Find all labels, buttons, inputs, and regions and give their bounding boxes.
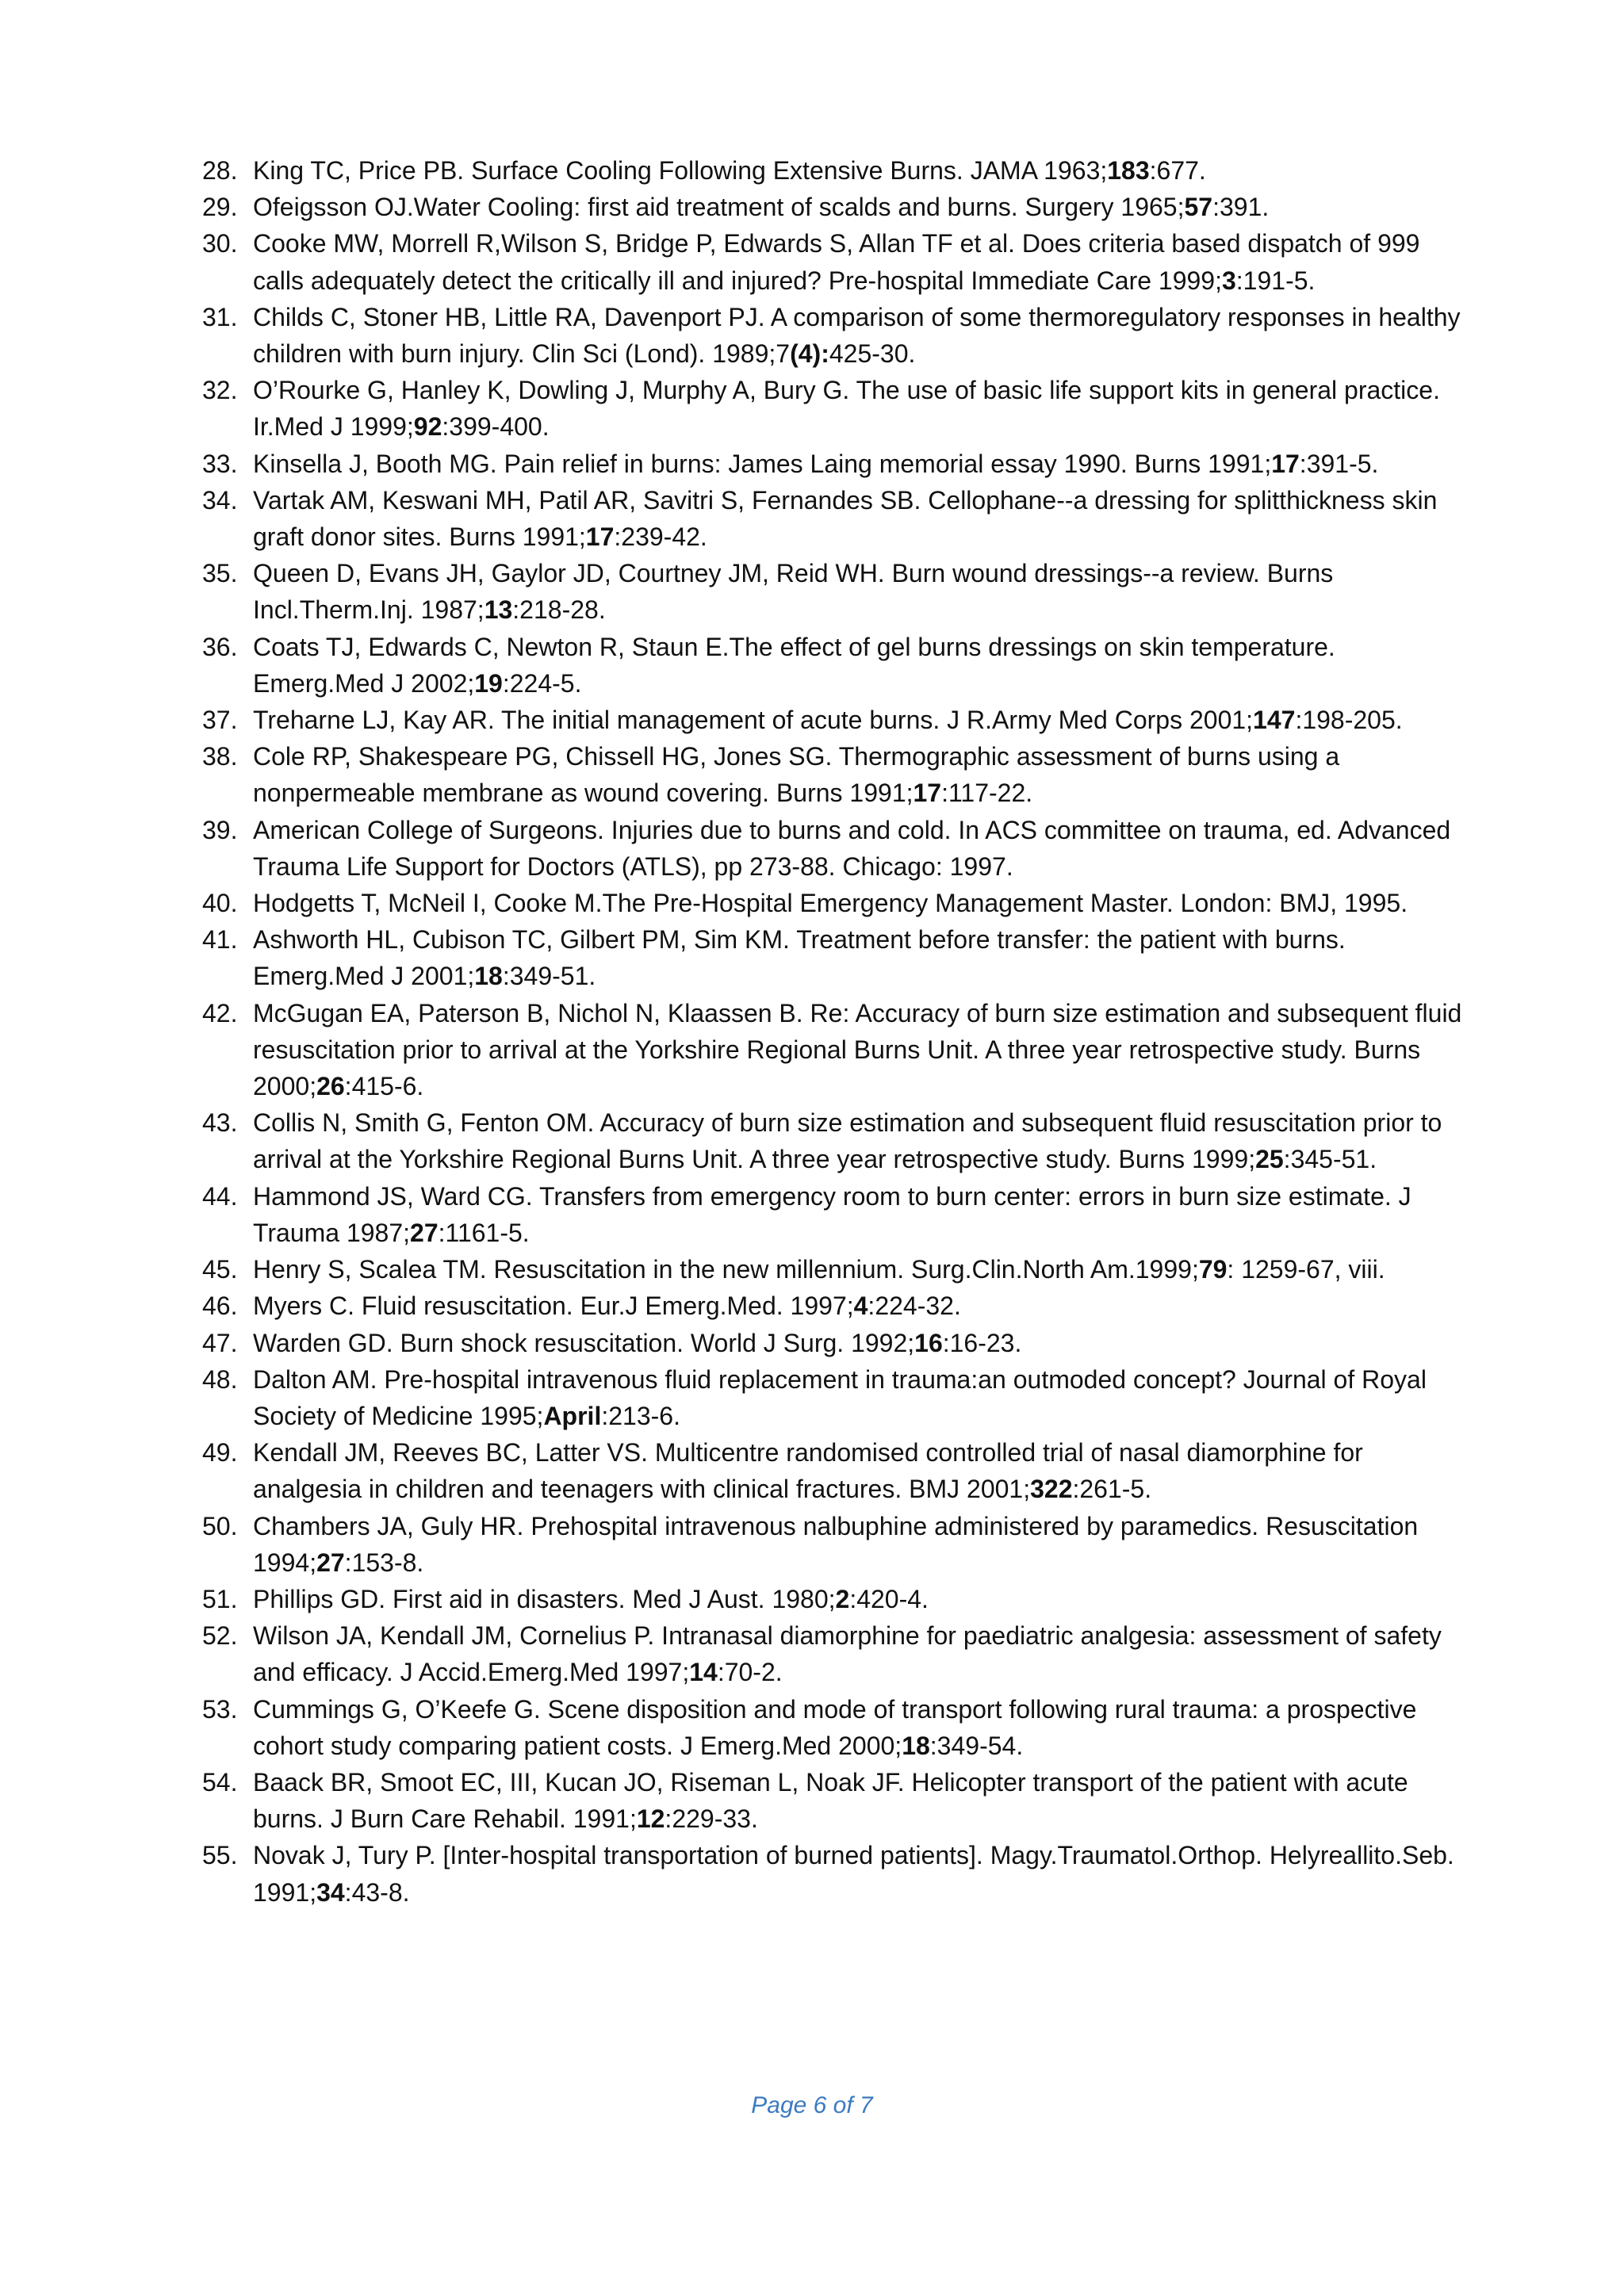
reference-volume: 183	[1107, 156, 1150, 185]
reference-volume: 57	[1184, 193, 1213, 222]
reference-volume: 14	[689, 1658, 718, 1687]
reference-text	[253, 450, 1378, 478]
reference-number: 44.	[202, 1181, 238, 1211]
reference-item	[202, 555, 1471, 628]
reference-citation: Novak J, Tury P. [Inter-hospital transportation of burned patients]. Magy.Traumatol.Orthop. Helyreallito.Seb. 1991;	[253, 1841, 1454, 1907]
reference-volume: 16	[914, 1328, 943, 1357]
reference-pages: :399-400.	[442, 412, 550, 442]
reference-volume: 27	[410, 1218, 439, 1247]
reference-number: 33.	[202, 449, 238, 478]
reference-item	[202, 1251, 1471, 1288]
reference-volume: 17	[585, 522, 615, 552]
reference-number: 53.	[202, 1694, 238, 1724]
reference-pages: :198-205.	[1295, 706, 1403, 735]
reference-item	[202, 1288, 1471, 1324]
reference-number: 37.	[202, 706, 238, 735]
reference-number: 35.	[202, 559, 238, 588]
reference-number: 51.	[202, 1584, 238, 1613]
reference-citation: Phillips GD. First aid in disasters. Med J Aust. 1980;	[253, 1584, 836, 1613]
reference-item	[202, 629, 1471, 702]
reference-volume: 17	[913, 779, 942, 808]
reference-volume: 26	[316, 1072, 345, 1101]
reference-number: 41.	[202, 925, 238, 955]
reference-citation: Queen D, Evans JH, Gaylor JD, Courtney JM, Reid WH. Burn wound dressings--a review. Burns Incl.Therm.Inj. 1987;	[253, 559, 1334, 625]
reference-item	[202, 1325, 1471, 1361]
reference-number: 55.	[202, 1841, 238, 1870]
reference-citation: American College of Surgeons. Injuries due to burns and cold. In ACS committee on trauma, ed. Advanced Trauma Life Support for Doctors (ATLS), pp 273-88. Chicago: 1997.	[253, 815, 1451, 881]
reference-text	[253, 1292, 961, 1320]
reference-item	[202, 995, 1471, 1105]
reference-number: 50.	[202, 1511, 238, 1540]
reference-text	[253, 742, 1339, 807]
reference-pages: 425-30.	[829, 339, 916, 369]
reference-text	[253, 1621, 1442, 1686]
reference-text	[253, 1108, 1442, 1173]
reference-pages: :43-8.	[344, 1877, 410, 1907]
reference-pages: :117-22.	[941, 779, 1033, 808]
reference-number: 31.	[202, 302, 238, 331]
reference-number: 39.	[202, 815, 238, 844]
reference-number: 49.	[202, 1438, 238, 1468]
reference-pages: :349-51.	[502, 962, 596, 991]
reference-volume: 322	[1030, 1475, 1073, 1504]
reference-volume: 13	[484, 595, 513, 625]
reference-text	[253, 1585, 929, 1613]
reference-item	[202, 1104, 1471, 1177]
reference-citation: Collis N, Smith G, Fenton OM. Accuracy of burn size estimation and subsequent fluid resuscitation prior to arrival at the Yorkshire Regional Burns Unit. A three year retrospective study. Burns 1999;	[253, 1108, 1442, 1174]
reference-citation: Henry S, Scalea TM. Resuscitation in the new millennium. Surg.Clin.North Am.1999;	[253, 1255, 1199, 1284]
reference-text	[253, 816, 1450, 881]
reference-item	[202, 1691, 1471, 1764]
reference-citation: Hammond JS, Ward CG. Transfers from emergency room to burn center: errors in burn size estimate. J Trauma 1987;	[253, 1181, 1411, 1247]
reference-item	[202, 1178, 1471, 1251]
reference-pages: :391-5.	[1299, 449, 1379, 478]
reference-citation: Cummings G, O’Keefe G. Scene disposition and mode of transport following rural trauma: a prospective cohort study comparing patient costs. J Emerg.Med 2000;	[253, 1694, 1417, 1760]
reference-text	[253, 376, 1440, 441]
reference-pages: :415-6.	[344, 1072, 424, 1101]
reference-item	[202, 189, 1471, 225]
reference-item	[202, 1837, 1471, 1910]
reference-text	[253, 1512, 1418, 1577]
reference-number: 45.	[202, 1255, 238, 1284]
reference-citation: Warden GD. Burn shock resuscitation. World J Surg. 1992;	[253, 1328, 915, 1357]
reference-text	[253, 706, 1403, 734]
reference-volume: 19	[474, 668, 503, 698]
reference-citation: Kinsella J, Booth MG. Pain relief in burns: James Laing memorial essay 1990. Burns 1991;	[253, 449, 1272, 478]
reference-text	[253, 1768, 1408, 1833]
reference-citation: Hodgetts T, McNeil I, Cooke M.The Pre-Hospital Emergency Management Master. London: BMJ, 1995.	[253, 889, 1408, 918]
reference-pages: :218-28.	[512, 595, 606, 625]
reference-number: 52.	[202, 1621, 238, 1651]
reference-number: 34.	[202, 485, 238, 515]
reference-list	[202, 152, 1471, 1911]
reference-volume: 25	[1255, 1145, 1284, 1174]
reference-volume: 147	[1253, 706, 1296, 735]
reference-pages: :261-5.	[1072, 1475, 1152, 1504]
reference-number: 46.	[202, 1292, 238, 1321]
reference-text	[253, 999, 1461, 1100]
reference-pages: :391.	[1212, 193, 1270, 222]
reference-pages: : 1259-67, viii.	[1227, 1255, 1385, 1284]
reference-item	[202, 1617, 1471, 1690]
reference-citation: Cooke MW, Morrell R,Wilson S, Bridge P, Edwards S, Allan TF et al. Does criteria based dispatch of 999 calls adequately detect the critically ill and injured? Pre-hospital Immediate Care 1999;	[253, 229, 1420, 295]
reference-citation: Ofeigsson OJ.Water Cooling: first aid treatment of scalds and burns. Surgery 1965;	[253, 193, 1185, 222]
reference-volume: 18	[474, 962, 503, 991]
reference-pages: :213-6.	[601, 1401, 680, 1430]
reference-citation: Coats TJ, Edwards C, Newton R, Staun E.The effect of gel burns dressings on skin temperature. Emerg.Med J 2002;	[253, 632, 1335, 698]
reference-volume: 2	[835, 1584, 850, 1613]
reference-pages: :239-42.	[614, 522, 707, 552]
reference-number: 32.	[202, 376, 238, 405]
reference-number: 36.	[202, 632, 238, 661]
reference-volume: 92	[413, 412, 442, 442]
reference-citation: Childs C, Stoner HB, Little RA, Davenport PJ. A comparison of some thermoregulatory responses in healthy children with burn injury. Clin Sci (Lond). 1989;7	[253, 302, 1461, 369]
reference-pages: :70-2.	[717, 1658, 783, 1687]
reference-volume: 3	[1221, 266, 1236, 295]
reference-item	[202, 152, 1471, 189]
reference-text	[253, 1255, 1385, 1284]
reference-item	[202, 446, 1471, 482]
reference-volume: 18	[902, 1731, 930, 1760]
reference-text	[253, 229, 1419, 294]
reference-text	[253, 559, 1333, 624]
reference-text	[253, 1182, 1411, 1247]
reference-citation: Wilson JA, Kendall JM, Cornelius P. Intranasal diamorphine for paediatric analgesia: assessment of safety and efficacy. J Accid.Emerg.Med 1997;	[253, 1621, 1442, 1687]
reference-text	[253, 193, 1269, 221]
reference-citation: Cole RP, Shakespeare PG, Chissell HG, Jones SG. Thermographic assessment of burns using a nonpermeable membrane as wound covering. Burns 1991;	[253, 742, 1340, 808]
reference-pages: :420-4.	[849, 1584, 929, 1613]
reference-pages: :345-51.	[1283, 1145, 1377, 1174]
reference-text	[253, 303, 1461, 368]
reference-volume: 17	[1271, 449, 1300, 478]
reference-text	[253, 486, 1437, 551]
reference-citation: O’Rourke G, Hanley K, Dowling J, Murphy A, Bury G. The use of basic life support kits in general practice. Ir.Med J 1999;	[253, 376, 1440, 442]
reference-item	[202, 702, 1471, 738]
reference-text	[253, 1841, 1454, 1906]
reference-item	[202, 1581, 1471, 1617]
reference-volume: 12	[636, 1804, 665, 1834]
reference-text	[253, 889, 1408, 917]
reference-text	[253, 1329, 1021, 1357]
reference-pages: :229-33.	[665, 1804, 758, 1834]
reference-number: 40.	[202, 889, 238, 918]
reference-citation: King TC, Price PB. Surface Cooling Following Extensive Burns. JAMA 1963;	[253, 156, 1108, 185]
reference-number: 29.	[202, 193, 238, 222]
reference-item	[202, 738, 1471, 811]
reference-item	[202, 1764, 1471, 1837]
reference-text	[253, 156, 1206, 185]
reference-item	[202, 885, 1471, 921]
reference-pages: :191-5.	[1235, 266, 1316, 295]
reference-citation: McGugan EA, Paterson B, Nichol N, Klaassen B. Re: Accuracy of burn size estimation and subsequent fluid resuscitation prior to arrival at the Yorkshire Regional Burns Unit. A three year retrospective study. Burns 2000;	[253, 998, 1462, 1101]
reference-text	[253, 1438, 1363, 1503]
reference-text	[253, 633, 1335, 698]
reference-item	[202, 1361, 1471, 1434]
reference-number: 30.	[202, 229, 238, 258]
reference-item	[202, 299, 1471, 372]
reference-pages: :153-8.	[344, 1548, 424, 1577]
reference-citation: Treharne LJ, Kay AR. The initial management of acute burns. J R.Army Med Corps 2001;	[253, 706, 1254, 735]
reference-text	[253, 1695, 1416, 1760]
reference-citation: Dalton AM. Pre-hospital intravenous fluid replacement in trauma:an outmoded concept? Journal of Royal Society of Medicine 1995;	[253, 1364, 1427, 1430]
reference-citation: Chambers JA, Guly HR. Prehospital intravenous nalbuphine administered by paramedics. Resuscitation 1994;	[253, 1511, 1419, 1577]
reference-number: 48.	[202, 1364, 238, 1394]
reference-citation: Kendall JM, Reeves BC, Latter VS. Multicentre randomised controlled trial of nasal diamorphine for analgesia in children and teenagers with clinical fractures. BMJ 2001;	[253, 1438, 1363, 1504]
reference-pages: :16-23.	[942, 1328, 1022, 1357]
reference-pages: :349-54.	[929, 1731, 1024, 1760]
reference-citation: Vartak AM, Keswani MH, Patil AR, Savitri S, Fernandes SB. Cellophane--a dressing for splitthickness skin graft donor sites. Burns 1991;	[253, 485, 1438, 552]
reference-volume: (4):	[790, 339, 829, 369]
reference-pages: :677.	[1149, 156, 1206, 185]
reference-text	[253, 925, 1346, 990]
reference-pages: :1161-5.	[438, 1218, 530, 1247]
reference-item	[202, 1434, 1471, 1507]
reference-volume: April	[543, 1401, 602, 1430]
reference-item	[202, 921, 1471, 994]
reference-number: 43.	[202, 1108, 238, 1138]
reference-citation: Myers C. Fluid resuscitation. Eur.J Emerg.Med. 1997;	[253, 1292, 854, 1321]
reference-item	[202, 372, 1471, 445]
reference-item	[202, 812, 1471, 885]
reference-number: 54.	[202, 1767, 238, 1797]
page-footer: Page 6 of 7	[751, 2092, 873, 2118]
reference-volume: 4	[853, 1292, 868, 1321]
reference-pages: :224-32.	[868, 1292, 961, 1321]
reference-citation: Baack BR, Smoot EC, III, Kucan JO, Riseman L, Noak JF. Helicopter transport of the patient with acute burns. J Burn Care Rehabil. 1991;	[253, 1767, 1408, 1834]
reference-item	[202, 482, 1471, 555]
reference-volume: 27	[316, 1548, 345, 1577]
reference-item	[202, 225, 1471, 298]
reference-volume: 79	[1198, 1255, 1228, 1284]
reference-item	[202, 1508, 1471, 1581]
reference-text	[253, 1365, 1427, 1430]
reference-number: 42.	[202, 998, 238, 1027]
reference-volume: 34	[316, 1877, 345, 1907]
reference-citation: Ashworth HL, Cubison TC, Gilbert PM, Sim KM. Treatment before transfer: the patient with burns. Emerg.Med J 2001;	[253, 925, 1346, 991]
reference-number: 38.	[202, 742, 238, 771]
reference-number: 28.	[202, 156, 238, 185]
reference-number: 47.	[202, 1328, 238, 1357]
reference-pages: :224-5.	[502, 668, 582, 698]
